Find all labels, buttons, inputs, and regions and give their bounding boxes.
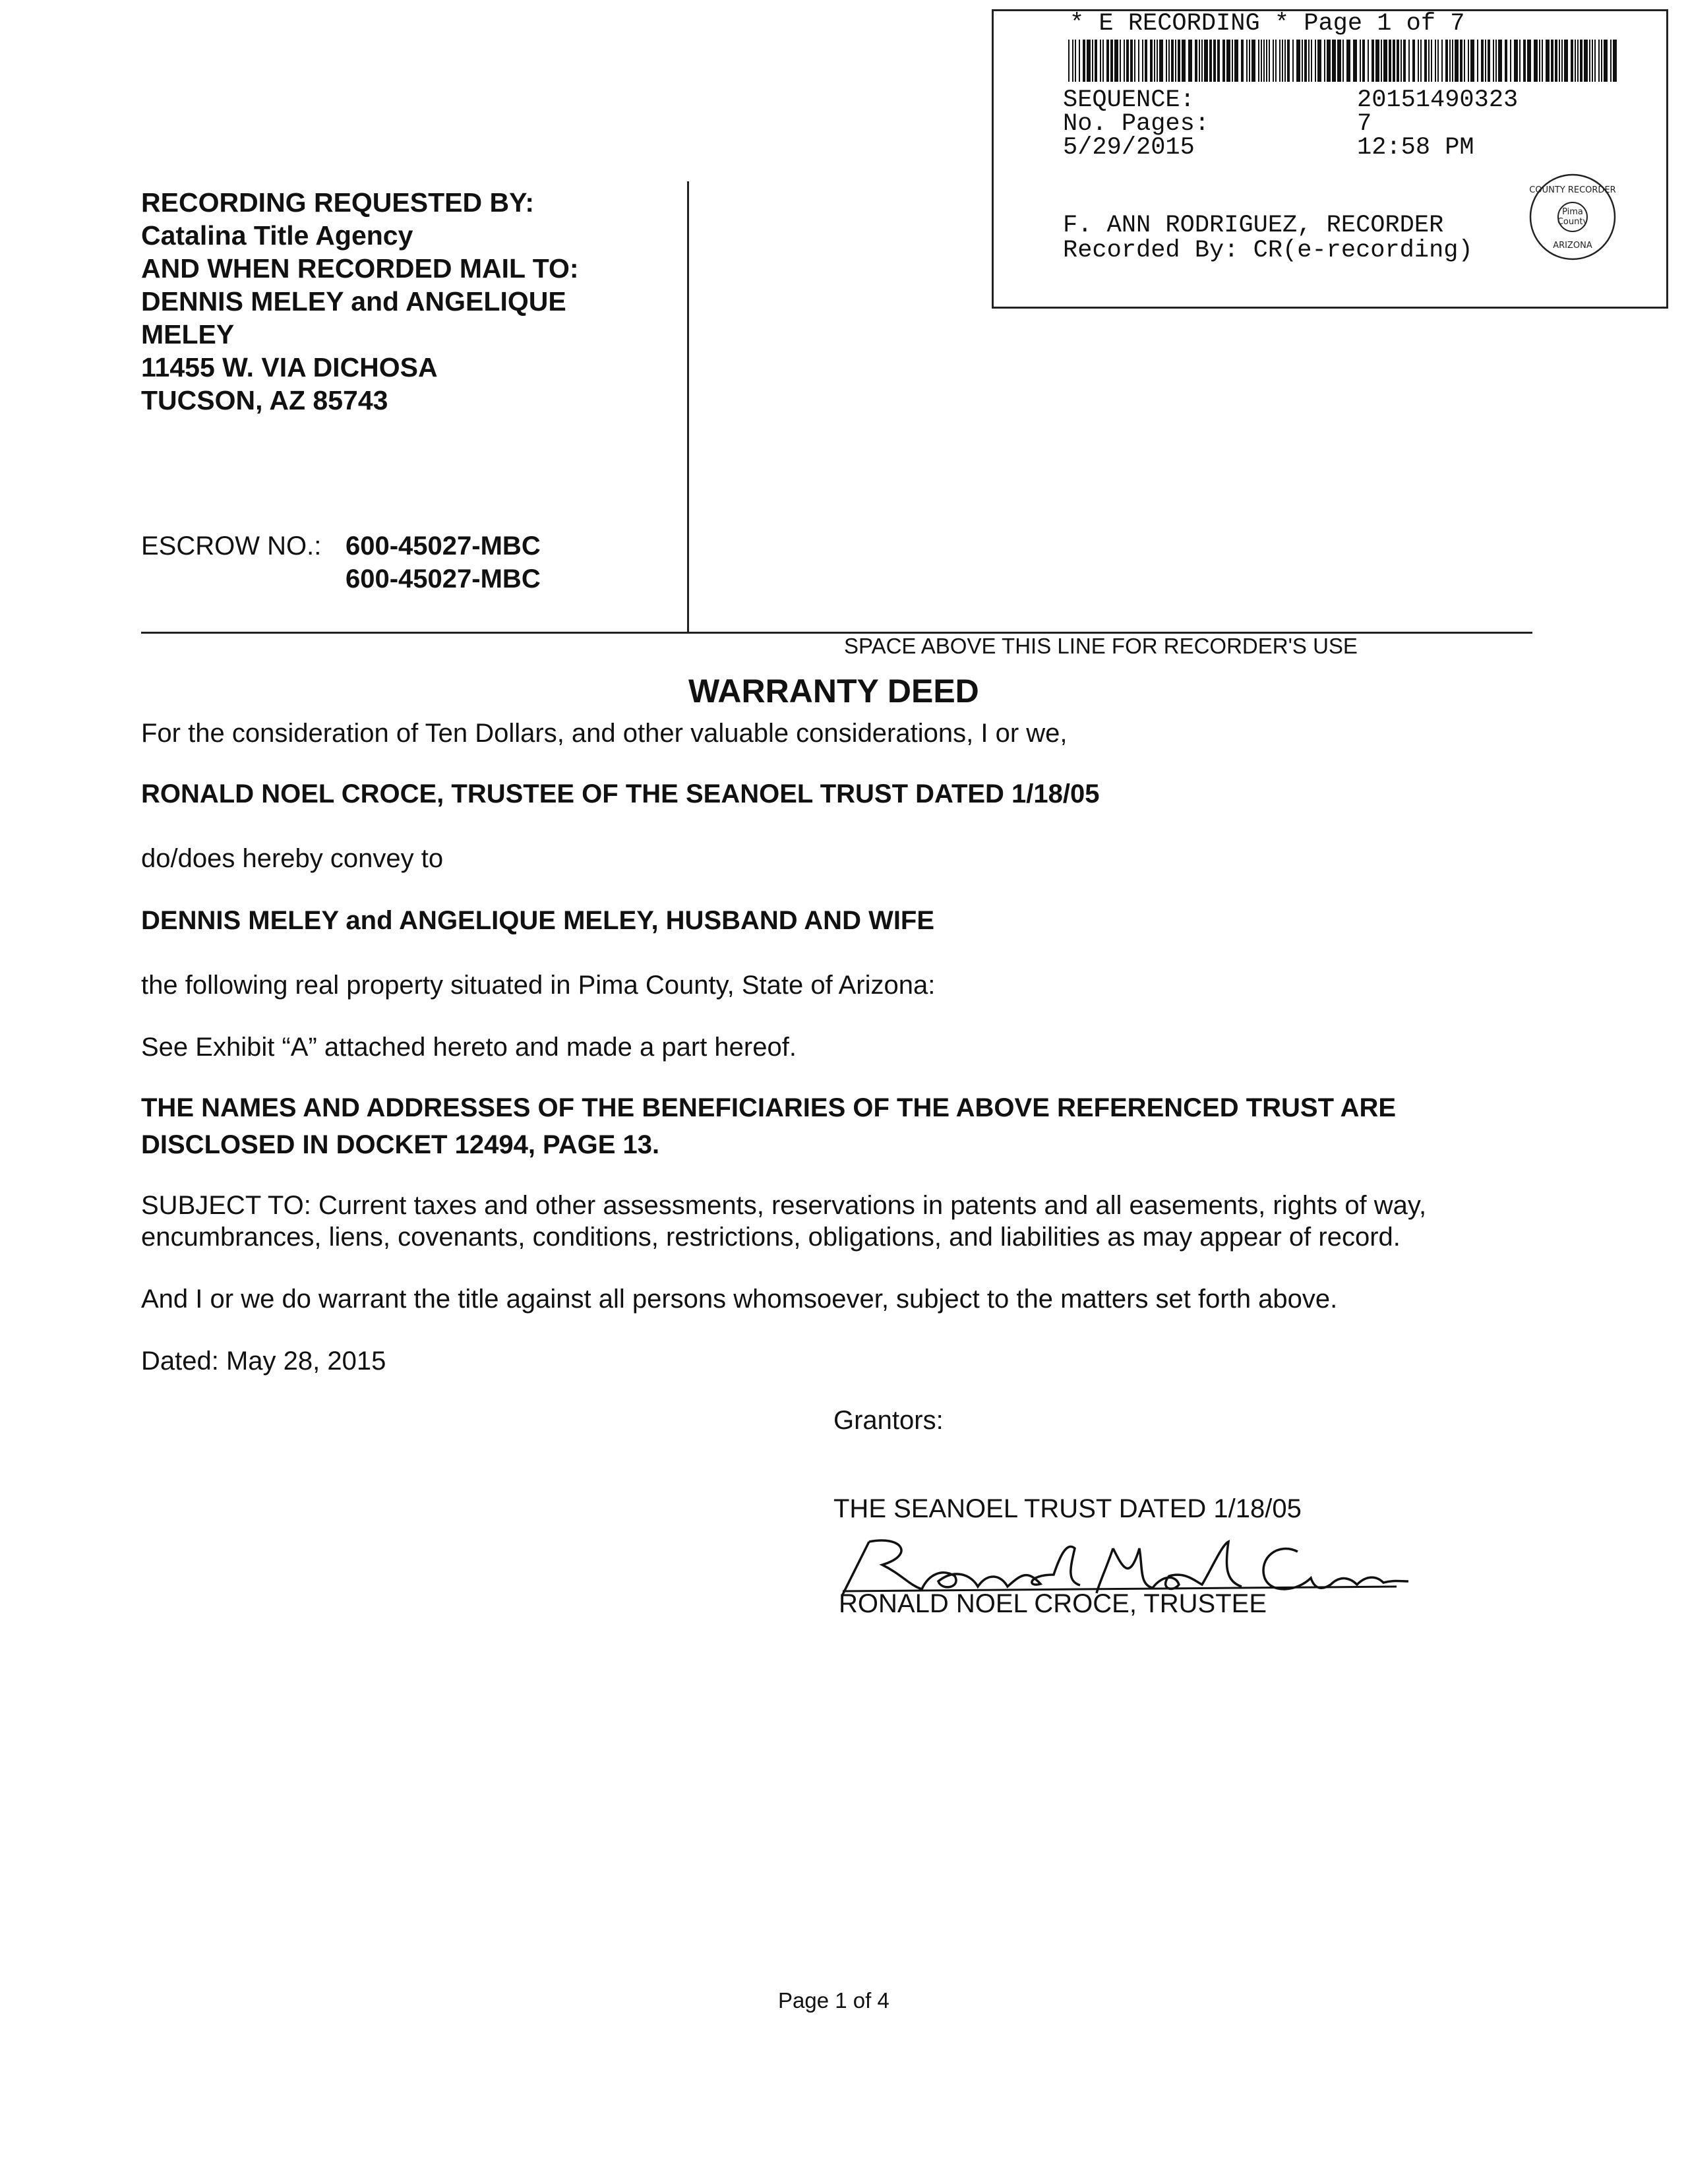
pages-value: 7	[1357, 110, 1372, 138]
warrant-text: And I or we do warrant the title against all persons whomsoever, subject to the matters set forth above.	[141, 1285, 1338, 1314]
barcode	[1068, 40, 1622, 82]
beneficiaries-line-2: DISCLOSED IN DOCKET 12494, PAGE 13.	[141, 1130, 660, 1159]
record-date: 5/29/2015	[1063, 134, 1195, 162]
subject-to-line-1: SUBJECT TO: Current taxes and other assessments, reservations in patents and all easements, rights of way,	[141, 1191, 1427, 1220]
dated-text: Dated: May 28, 2015	[141, 1347, 386, 1376]
page-number: Page 1 of 4	[778, 1988, 889, 2013]
county-recorder-seal	[1528, 173, 1617, 261]
consideration-text: For the consideration of Ten Dollars, and other valuable considerations, I or we,	[141, 719, 1068, 748]
recording-block-line: Catalina Title Agency	[141, 220, 413, 251]
property-text: the following real property situated in Pima County, State of Arizona:	[141, 971, 936, 1000]
recording-block-line: AND WHEN RECORDED MAIL TO:	[141, 253, 579, 284]
grantors-label: Grantors:	[833, 1406, 944, 1435]
escrow-label: ESCROW NO.:	[141, 531, 322, 561]
signer-name: RONALD NOEL CROCE, TRUSTEE	[839, 1589, 1267, 1618]
seal-center-1: Pima	[1562, 207, 1583, 217]
seal-bottom-text: ARIZONA	[1553, 241, 1592, 251]
recording-block-line: MELEY	[141, 319, 235, 349]
grantor-name: RONALD NOEL CROCE, TRUSTEE OF THE SEANOEL TRUST DATED 1/18/05	[141, 779, 1100, 808]
seal-center-2: County	[1557, 217, 1588, 227]
recorder-name: F. ANN RODRIGUEZ, RECORDER	[1063, 212, 1444, 239]
recorder-space-note: SPACE ABOVE THIS LINE FOR RECORDER'S USE	[844, 634, 1358, 658]
recording-block-line: DENNIS MELEY and ANGELIQUE	[141, 286, 566, 317]
sequence-label: SEQUENCE:	[1063, 86, 1195, 114]
sequence-value: 20151490323	[1357, 86, 1519, 114]
recorded-by: Recorded By: CR(e-recording)	[1063, 237, 1473, 264]
recording-block-line: 11455 W. VIA DICHOSA	[141, 352, 438, 382]
recording-block-line: TUCSON, AZ 85743	[141, 385, 388, 415]
vertical-divider	[687, 181, 689, 633]
trust-name: THE SEANOEL TRUST DATED 1/18/05	[833, 1494, 1302, 1523]
subject-to-line-2: encumbrances, liens, covenants, conditions, restrictions, obligations, and liabilities as may appear of record.	[141, 1223, 1401, 1252]
pages-label: No. Pages:	[1063, 110, 1210, 138]
escrow-number-1: 600-45027-MBC	[346, 531, 541, 561]
recording-block-line: RECORDING REQUESTED BY:	[141, 187, 535, 218]
escrow-number-2: 600-45027-MBC	[346, 564, 541, 593]
record-time: 12:58 PM	[1357, 134, 1474, 162]
deed-title: WARRANTY DEED	[688, 673, 979, 710]
beneficiaries-line-1: THE NAMES AND ADDRESSES OF THE BENEFICIARIES OF THE ABOVE REFERENCED TRUST ARE	[141, 1093, 1397, 1122]
convey-text: do/does hereby convey to	[141, 844, 444, 873]
stamp-header: * E RECORDING * Page 1 of 7	[1070, 10, 1465, 38]
seal-top-text: COUNTY RECORDER	[1529, 185, 1616, 195]
grantee-name: DENNIS MELEY and ANGELIQUE MELEY, HUSBAND AND WIFE	[141, 906, 935, 935]
exhibit-text: See Exhibit “A” attached hereto and made a part hereof.	[141, 1033, 797, 1062]
